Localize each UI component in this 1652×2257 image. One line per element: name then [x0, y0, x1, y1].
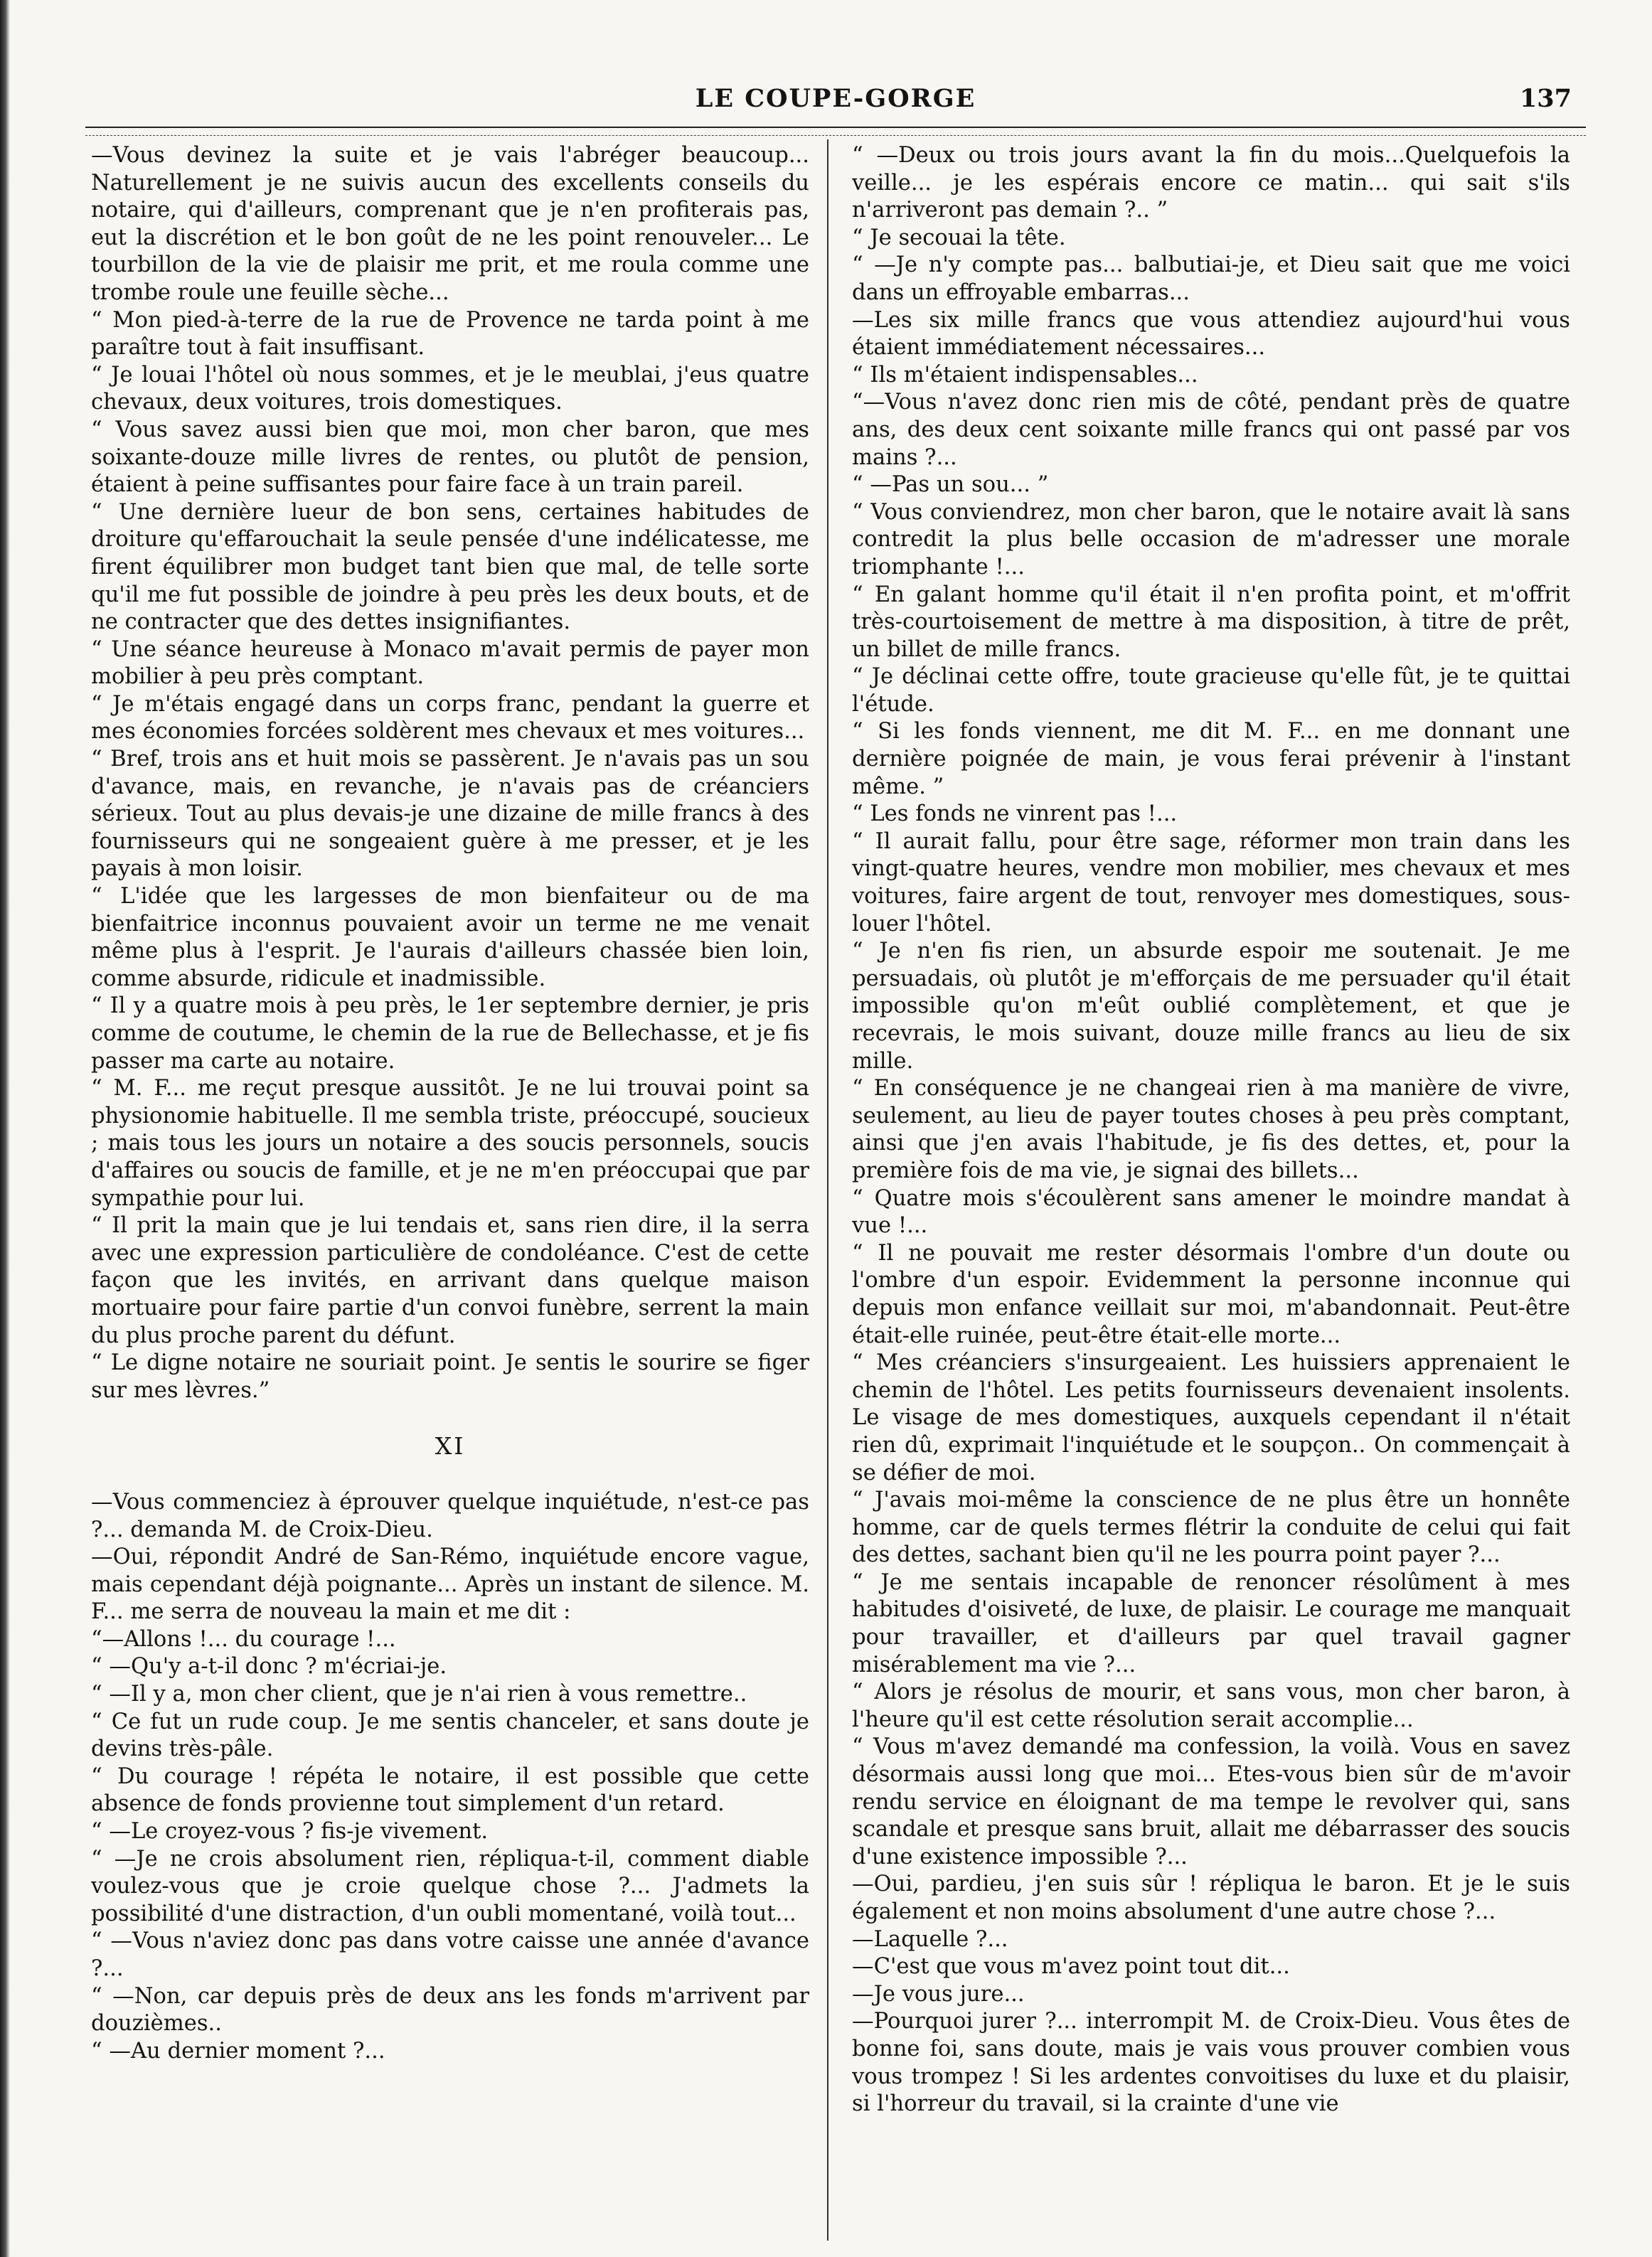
paragraph: “—Allons !... du courage !... — [91, 1626, 396, 1652]
running-title: LE COUPE-GORGE — [695, 84, 976, 113]
paragraph: “ —Au dernier moment ?... — [91, 2038, 385, 2064]
paragraph: “ —Il y a, mon cher client, que je n'ai rien à vous remettre.. — [91, 1682, 747, 1707]
paragraph: “ Mes créanciers s'insurgeaient. Les huissiers apprenaient le chemin de l'hôtel. Les petits fournisseurs devenaient insolents. Le visage de mes domestiques, auxquels cependant il n'était rien dû, exprimait l'inquiétude et le soupçon.. On commençait à se défier de moi. — [852, 1350, 1570, 1485]
paragraph: “ —Deux ou trois jours avant la fin du mois...Quelquefois la veille... je les espérais encore ce matin... qui sait s'ils n'arriveront pas demain ?.. ” — [852, 143, 1570, 223]
paragraph: —Oui, pardieu, j'en suis sûr ! répliqua le baron. Et je le suis également et non moins absolument d'une autre chose ?... — [852, 1872, 1570, 1924]
paragraph: “ Bref, trois ans et huit mois se passèrent. Je n'avais pas un sou d'avance, mais, en revanche, je n'avais pas de créanciers sérieux. Tout au plus devais-je une dizaine de mille francs à des fournisseurs qui ne songeaient guère à me presser, et je les payais à mon loisir. — [91, 747, 809, 882]
paragraph: “ —Le croyez-vous ? fis-je vivement. — [91, 1819, 489, 1845]
paragraph: —Les six mille francs que vous attendiez aujourd'hui vous étaient immédiatement nécessaires... — [852, 307, 1570, 361]
header-rule — [85, 127, 1586, 128]
paragraph: “ Vous conviendrez, mon cher baron, que le notaire avait là sans contredit la plus belle occasion de m'adresser une morale triomphante !... — [852, 499, 1570, 580]
paragraph: “ Les fonds ne vinrent pas !... — [852, 801, 1178, 827]
paragraph: “ Le digne notaire ne souriait point. Je sentis le sourire se figer sur mes lèvres.” — [91, 1350, 809, 1403]
paragraph: “ Il y a quatre mois à peu près, le 1er septembre dernier, je pris comme de coutume, le chemin de la rue de Bellechasse, et je fis passer ma carte au notaire. — [91, 993, 809, 1074]
paragraph: “ Je m'étais engagé dans un corps franc, pendant la guerre et mes économies forcées soldèrent mes chevaux et mes voitures... — [91, 691, 809, 745]
paragraph: “ Une séance heureuse à Monaco m'avait permis de payer mon mobilier à peu près comptant. — [91, 636, 809, 690]
paragraph: “ J'avais moi-même la conscience de ne plus être un honnête homme, car de quels termes flétrir la conduite de celui qui fait des dettes, sachant bien qu'il ne les pourra point payer ?... — [852, 1488, 1570, 1568]
paragraph: “ Je me sentais incapable de renoncer résolûment à mes habitudes d'oisiveté, de luxe, de plaisir. Le courage me manquait pour travailler, et d'ailleurs par quel travail gagner misérablement ma vie ?... — [852, 1569, 1570, 1677]
paragraph: “ Je n'en fis rien, un absurde espoir me soutenait. Je me persuadais, où plutôt je m'efforçais de me persuader qu'il était impossible qu'on m'eût oublié complètement, et que je recevrais, le mois suivant, douze mille francs au lieu de six mille. — [852, 939, 1570, 1074]
paragraph: “ Je déclinai cette offre, toute gracieuse qu'elle fût, je te quittai l'étude. — [852, 664, 1570, 717]
left-paragraphs-before — [91, 142, 809, 1404]
paragraph: “ Mon pied-à-terre de la rue de Provence ne tarda point à me paraître tout à fait insuffisant. — [91, 307, 809, 361]
paragraph: “ En galant homme qu'il était il n'en profita point, et m'offrit très-courtoisement de mettre à ma disposition, à titre de prêt, un billet de mille francs. — [852, 582, 1570, 662]
paragraph: “ —Je ne crois absolument rien, répliqua-t-il, comment diable voulez-vous que je croie quelque chose ?... J'admets la possibilité d'une distraction, d'un oubli momentané, voilà tout... — [91, 1846, 809, 1926]
paragraph: “ Vous m'avez demandé ma confession, la voilà. Vous en savez désormais aussi long que moi... Etes-vous bien sûr de m'avoir rendu service en éloignant de ma tempe le revolver qui, sans scandale et presque sans bruit, allait me débarrasser des soucis d'une existence impossible ?... — [852, 1734, 1570, 1869]
paragraph: “ En conséquence je ne changeai rien à ma manière de vivre, seulement, au lieu de payer toutes choses à peu près comptant, ainsi que j'en avais l'habitude, je fis des dettes, et, pour la première fois de ma vie, je signai des billets... — [852, 1076, 1570, 1183]
right-column — [852, 142, 1570, 2240]
left-paragraphs-after — [91, 1489, 809, 2065]
section-heading: XI — [435, 1432, 466, 1461]
page-number: 137 — [1519, 84, 1572, 113]
paragraph: “ Il ne pouvait me rester désormais l'ombre d'un doute ou l'ombre d'un espoir. Evidemment la personne inconnue qui depuis mon enfance veillait sur moi, m'abandonnait. Peut-être était-elle ruinée, peut-être était-elle morte... — [852, 1240, 1570, 1348]
paragraph: “ Du courage ! répéta le notaire, il est possible que cette absence de fonds provienne tout simplement d'un retard. — [91, 1764, 809, 1817]
paragraph: “ —Pas un sou... ” — [852, 472, 1049, 498]
paragraph: “ L'idée que les largesses de mon bienfaiteur ou de ma bienfaitrice inconnus pouvaient avoir un terme ne me venait même plus à l'esprit. Je l'aurais d'ailleurs chassée bien loin, comme absurde, ridicule et inadmissible. — [91, 884, 809, 991]
paragraph: —Je vous jure... — [852, 1981, 1025, 2007]
paragraph: “ —Qu'y a-t-il donc ? m'écriai-je. — [91, 1654, 447, 1680]
column-divider — [827, 139, 828, 2241]
paragraph: “ Alors je résolus de mourir, et sans vous, mon cher baron, à l'heure qu'il est cette résolution serait accomplie... — [852, 1680, 1570, 1732]
paragraph: “ Ils m'étaient indispensables... — [852, 362, 1198, 388]
paragraph: “ Vous savez aussi bien que moi, mon cher baron, que mes soixante-douze mille livres de rentes, ou plutôt de pension, étaient à peine suffisantes pour faire face à un train pareil. — [91, 417, 809, 498]
paragraph: —Pourquoi jurer ?... interrompit M. de Croix-Dieu. Vous êtes de bonne foi, sans doute, mais je vais vous prouver combien vous vous trompez ! Si les ardentes convoitises du luxe et du plaisir, si l'horreur du travail, si la crainte d'une vie — [852, 2009, 1570, 2117]
paragraph: —Vous commenciez à éprouver quelque inquiétude, n'est-ce pas ?... demanda M. de Croix-Dieu. — [91, 1489, 809, 1542]
paragraph: “—Vous n'avez donc rien mis de côté, pendant près de quatre ans, des deux cent soixante mille francs qui ont passé par vos mains ?... — [852, 390, 1570, 470]
paragraph: “ Quatre mois s'écoulèrent sans amener le moindre mandat à vue !... — [852, 1185, 1570, 1239]
paragraph: —Vous devinez la suite et je vais l'abréger beaucoup... Naturellement je ne suivis aucun des excellents conseils du notaire, qui d'ailleurs, comprenant que je n'en profiterais pas, eut la discrétion et le bon goût de ne les point renouveler... Le tourbillon de la vie de plaisir me prit, et me roula comme une trombe roule une feuille sèche... — [91, 143, 809, 305]
left-column — [91, 142, 809, 2240]
paragraph: —Laquelle ?... — [852, 1926, 1008, 1952]
paragraph: “ M. F... me reçut presque aussitôt. Je ne lui trouvai point sa physionomie habituelle. Il me sembla triste, préoccupé, soucieux ; mais tous les jours un notaire a des soucis personnels, soucis d'affaires ou soucis de famille, et je ne m'en préoccupai que par sympathie pour lui. — [91, 1076, 809, 1211]
paragraph: “ Une dernière lueur de bon sens, certaines habitudes de droiture qu'effarouchait la seule pensée d'une indélicatesse, me firent équilibrer mon budget tant bien que mal, de telle sorte qu'il me fut possible de joindre à peu près les deux bouts, et de ne contracter que des dettes insignifiantes. — [91, 499, 809, 635]
paragraph: —C'est que vous m'avez point tout dit... — [852, 1954, 1290, 1980]
right-paragraphs — [852, 142, 1570, 2118]
paragraph: “ Je louai l'hôtel où nous sommes, et je le meublai, j'eus quatre chevaux, deux voitures, trois domestiques. — [91, 362, 809, 415]
paragraph: “ —Vous n'aviez donc pas dans votre caisse une année d'avance ?... — [91, 1928, 809, 1981]
paragraph: —Oui, répondit André de San-Rémo, inquiétude encore vague, mais cependant déjà poignante... Après un instant de silence. M. F... me serra de nouveau la main et me dit : — [91, 1544, 809, 1625]
paragraph: “ Je secouai la tête. — [852, 225, 1066, 250]
paragraph: “ Il prit la main que je lui tendais et, sans rien dire, il la serra avec une expression particulière de condoléance. C'est de cette façon que les invités, en arrivant dans quelque maison mortuaire pour faire partie d'un convoi funèbre, serrent la main du plus proche parent du défunt. — [91, 1213, 809, 1348]
paragraph: “ Il aurait fallu, pour être sage, réformer mon train dans les vingt-quatre heures, vendre mon mobilier, mes chevaux et mes voitures, faire argent de tout, renvoyer mes domestiques, sous-louer l'hôtel. — [852, 828, 1570, 937]
paragraph: “ Si les fonds viennent, me dit M. F... en me donnant une dernière poignée de main, je vous ferai prévenir à l'instant même. ” — [852, 719, 1570, 799]
header-rule-dashed — [85, 135, 1586, 136]
paragraph: “ —Je n'y compte pas... balbutiai-je, et Dieu sait que me voici dans un effroyable embarras... — [852, 252, 1570, 305]
paragraph: “ —Non, car depuis près de deux ans les fonds m'arrivent par douzièmes.. — [91, 1983, 809, 2037]
paragraph: “ Ce fut un rude coup. Je me sentis chanceler, et sans doute je devins très-pâle. — [91, 1709, 809, 1762]
page-edge-shadow — [0, 0, 10, 2257]
